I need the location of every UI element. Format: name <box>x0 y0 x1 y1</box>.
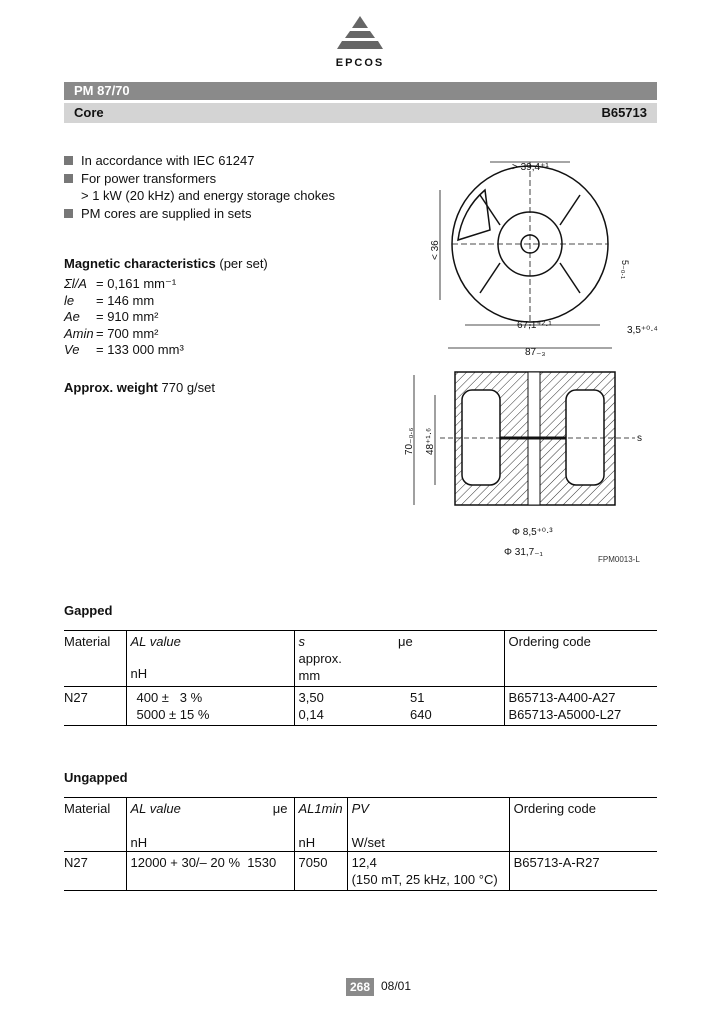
dim-hole-label: Φ 8,5⁺⁰·³ <box>512 527 553 538</box>
page-number: 268 <box>346 978 374 996</box>
core-drawing <box>400 150 670 570</box>
gapped-heading: Gapped <box>64 603 113 618</box>
category-label: Core <box>74 105 104 120</box>
table-row: N27 400 ± 3 % 5000 ± 15 % 3,50 0,14 51 640 B65713-A400-A27 B65713-A5000-L27 <box>64 687 657 726</box>
th-al-unit: nH <box>130 666 148 681</box>
th-code: Ordering code <box>504 631 657 685</box>
feature-item: In accordance with IEC 61247 <box>64 152 335 170</box>
dim-h-inner-label: 48⁺¹·⁶ <box>425 427 436 455</box>
th-material: Material <box>64 631 126 685</box>
dim-outer-label: 87₋₃ <box>525 347 546 358</box>
side-section-view <box>440 372 635 505</box>
product-bar <box>64 82 657 100</box>
th-al: AL value <box>126 631 294 685</box>
brand-name: EPCOS <box>335 57 385 69</box>
page-date: 08/01 <box>381 979 412 993</box>
dim-center-label: Φ 31,7₋₁ <box>504 547 543 558</box>
dim-height-label: < 36 <box>430 240 441 260</box>
feature-item: PM cores are supplied in sets <box>64 205 335 223</box>
bullet-square-icon <box>64 156 73 165</box>
th-al1min: AL1min nH <box>294 798 347 852</box>
th-material: Material <box>64 798 126 852</box>
th-al: AL value μe nH <box>126 798 294 852</box>
feature-item: For power transformers <box>64 170 335 188</box>
feature-list <box>64 152 335 222</box>
gapped-table <box>64 630 657 726</box>
ungapped-heading: Ungapped <box>64 770 128 785</box>
table-row: N27 12000 + 30/– 20 % 1530 7050 12,4 (150 mT, 25 kHz, 100 °C) B65713-A-R27 <box>64 852 657 891</box>
part-number: B65713 <box>601 105 647 120</box>
epcos-logo <box>330 14 390 56</box>
category-bar <box>64 103 657 123</box>
dim-slot-label: 5₋₀.₁ <box>620 260 630 280</box>
ungapped-table <box>64 797 657 891</box>
feature-item: > 1 kW (20 kHz) and energy storage chokes <box>81 188 335 203</box>
magnetic-heading: Magnetic characteristics (per set) <box>64 256 268 271</box>
th-mue: μe <box>398 631 504 685</box>
figure-code: FPM0013-L <box>598 555 640 564</box>
dim-h-total-label: 70₋₀.₆ <box>404 427 415 455</box>
dim-top-label: > 39,4⁺¹ <box>512 162 549 173</box>
top-view <box>452 162 608 326</box>
product-title: PM 87/70 <box>74 83 130 98</box>
epcos-triangle-icon <box>330 14 390 56</box>
approx-weight: Approx. weight 770 g/set <box>64 380 216 395</box>
th-code: Ordering code <box>509 798 657 852</box>
dim-right-label: 3,5⁺⁰·⁴ <box>627 325 658 336</box>
dim-inner-label: 67,1⁺²·¹ <box>517 320 552 331</box>
th-pv: PV W/set <box>347 798 509 852</box>
th-s: s approx. mm <box>294 631 398 685</box>
dim-gap-label: s <box>637 433 642 444</box>
bullet-square-icon <box>64 209 73 218</box>
bullet-square-icon <box>64 174 73 183</box>
